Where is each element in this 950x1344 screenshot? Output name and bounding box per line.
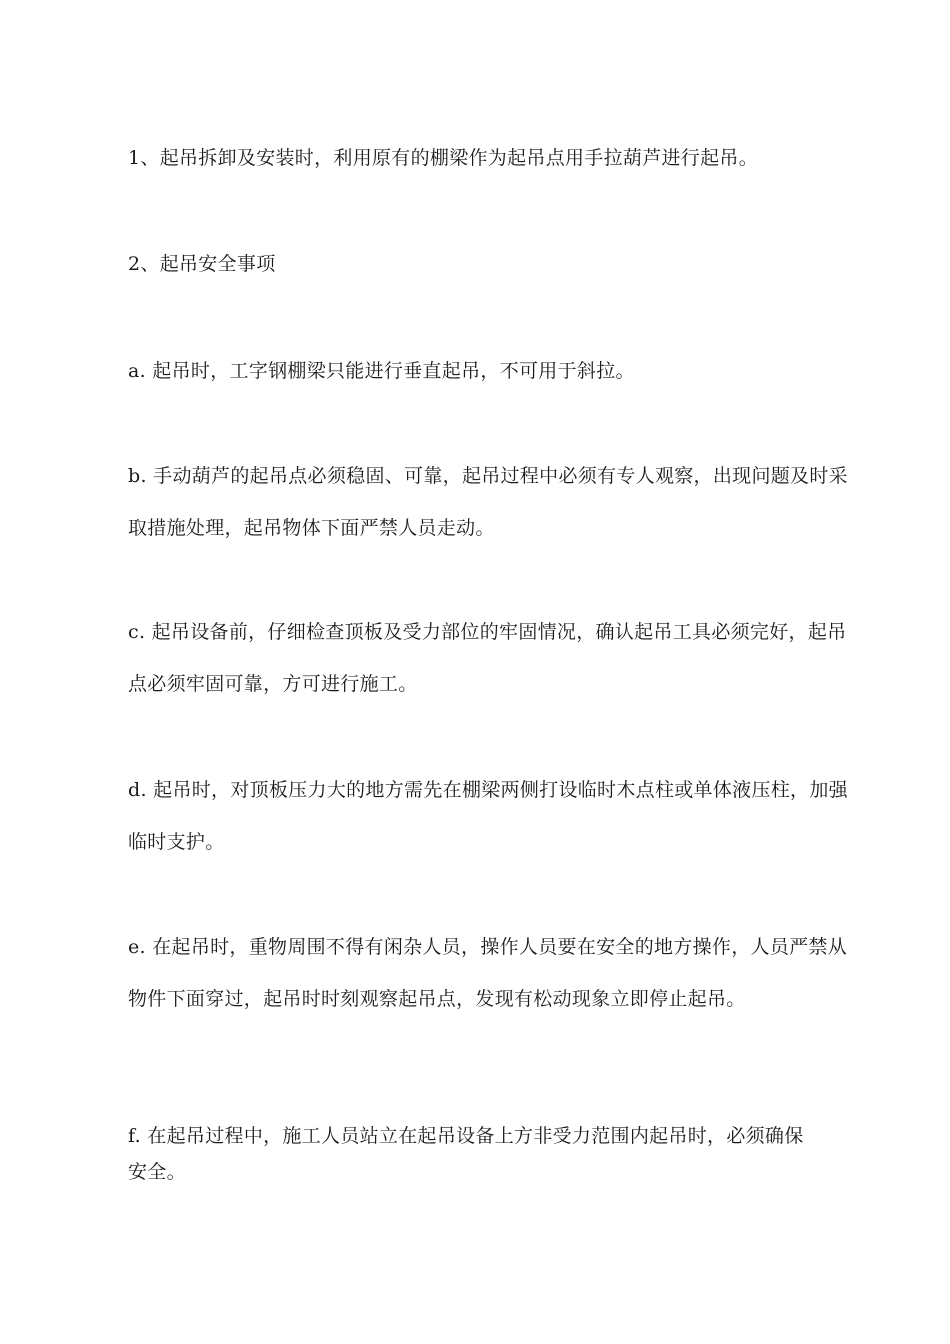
paragraph-b-hoist-point: b. 手动葫芦的起吊点必须稳固、可靠，起吊过程中必须有专人观察，出现问题及时采取措施处理，起吊物体下面严禁人员走动。: [128, 465, 848, 539]
paragraph-f-position: f. 在起吊过程中，施工人员站立在起吊设备上方非受力范围内起吊时，必须确保安全。: [128, 1125, 804, 1183]
paragraph-e-personnel: e. 在起吊时，重物周围不得有闲杂人员，操作人员要在安全的地方操作，人员严禁从物件下面穿过，起吊时时刻观察起吊点，发现有松动现象立即停止起吊。: [128, 936, 848, 1010]
paragraph-d-support: d. 起吊时，对顶板压力大的地方需先在棚梁两侧打设临时木点柱或单体液压柱，加强临时支护。: [128, 779, 848, 853]
paragraph-c-inspection: c. 起吊设备前，仔细检查顶板及受力部位的牢固情况，确认起吊工具必须完好，起吊点必须牢固可靠，方可进行施工。: [128, 621, 847, 695]
paragraph-2-safety-heading: 2、起吊安全事项: [128, 253, 276, 275]
paragraph-a-vertical-lift: a. 起吊时，工字钢棚梁只能进行垂直起吊，不可用于斜拉。: [128, 360, 635, 382]
paragraph-1-hoisting-method: 1、起吊拆卸及安装时，利用原有的棚梁作为起吊点用手拉葫芦进行起吊。: [128, 147, 758, 169]
